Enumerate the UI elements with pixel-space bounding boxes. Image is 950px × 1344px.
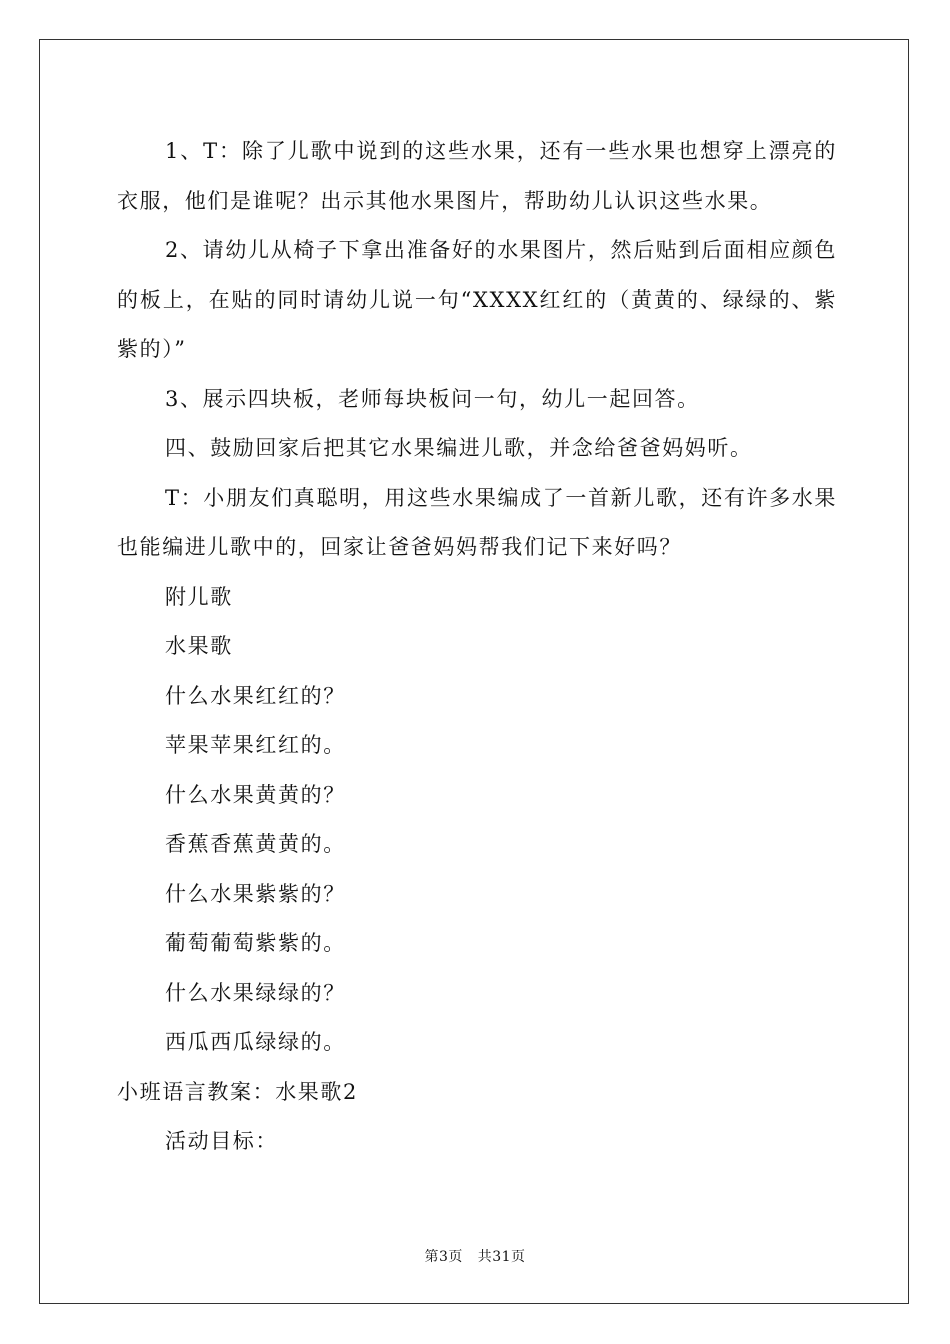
- subheading: 活动目标：: [165, 1129, 278, 1153]
- paragraph: 1、T：除了儿歌中说到的这些水果，还有一些水果也想穿上漂亮的衣服，他们是谁呢？出示其他水果图片，帮助幼儿认识这些水果。: [117, 139, 837, 213]
- song-line: 什么水果紫紫的？: [165, 881, 346, 906]
- song-line: 什么水果黄黄的？: [165, 782, 346, 807]
- appendix-label: 附儿歌: [165, 584, 233, 609]
- song-line: 西瓜西瓜绿绿的。: [165, 1030, 346, 1054]
- song-line: 香蕉香蕉黄黄的。: [165, 832, 346, 856]
- song-line: 苹果苹果红红的。: [165, 733, 346, 757]
- page-footer: 第3页 共31页: [424, 1249, 526, 1265]
- paragraph: 四、鼓励回家后把其它水果编进儿歌，并念给爸爸妈妈听。: [165, 436, 753, 460]
- paragraph: 2、请幼儿从椅子下拿出准备好的水果图片，然后贴到后面相应颜色的板上，在贴的同时请幼儿说一句“XXXX红红的（黄黄的、绿绿的、紫紫的）”: [117, 238, 837, 361]
- song-line: 什么水果绿绿的？: [165, 980, 346, 1005]
- paragraph: T：小朋友们真聪明，用这些水果编成了一首新儿歌，还有许多水果也能编进儿歌中的，回家让爸爸妈妈帮我们记下来好吗？: [117, 485, 837, 559]
- song-line: 葡萄葡萄紫紫的。: [165, 931, 346, 955]
- section-heading: 小班语言教案：水果歌2: [117, 1079, 358, 1104]
- song-title: 水果歌: [165, 634, 233, 658]
- paragraph: 3、展示四块板，老师每块板问一句，幼儿一起回答。: [165, 386, 700, 411]
- song-line: 什么水果红红的？: [165, 683, 346, 708]
- document-body: [117, 127, 837, 1167]
